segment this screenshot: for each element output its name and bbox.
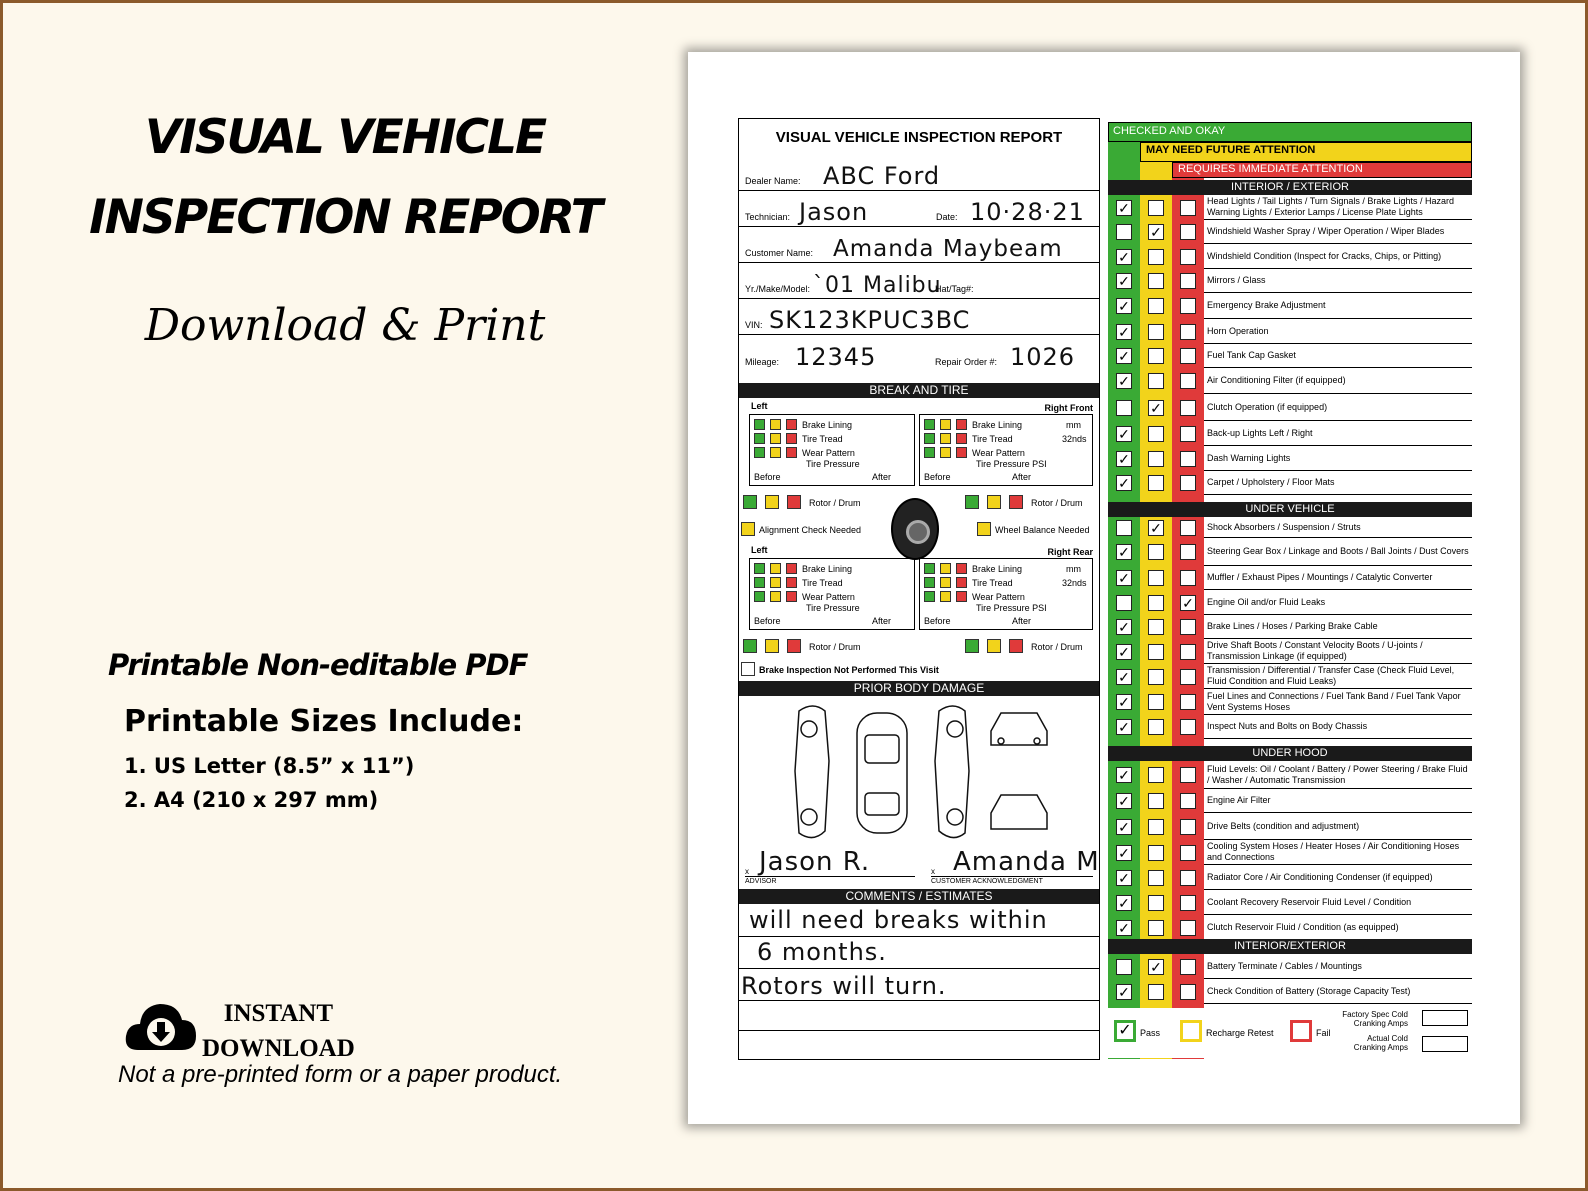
check-yellow [940,433,951,444]
date-label: Date: [936,212,958,222]
mileage-row [739,335,1099,371]
advisor-line [745,876,915,877]
customer-ack-label: CUSTOMER ACKNOWLEDGMENT [931,878,1043,885]
actual-cold-box [1422,1036,1468,1052]
pass-checkbox[interactable]: ✓ [1116,475,1132,491]
after-label: After [872,616,892,626]
customer-x: x [931,867,935,876]
check-green [754,447,765,458]
requires-header: REQUIRES IMMEDIATE ATTENTION [1178,163,1363,175]
title-line-1: VISUAL VEHICLE [144,110,546,165]
pass-checkbox[interactable]: ✓ [1116,984,1132,1000]
advisor-label: ADVISOR [745,878,777,885]
immediate-checkbox[interactable] [1180,544,1196,560]
before-label: Before [924,616,951,626]
check-red [1009,495,1023,509]
immediate-checkbox[interactable] [1180,249,1196,265]
check-green [965,495,979,509]
car-diagram [779,701,1079,851]
pass-checkbox[interactable]: ✓ [1116,298,1132,314]
checklist-item: Head Lights / Tail Lights / Turn Signals / Brake Lights / Hazard Warning Lights / Exterior Lamps / License Plate Lights [1204,195,1472,220]
check-green [924,447,935,458]
tire-tread-label: Tire Tread [802,578,843,588]
checklist-item: Fuel Tank Cap Gasket [1204,344,1472,368]
check-yellow [940,447,951,458]
future-checkbox[interactable] [1148,544,1164,560]
future-checkbox[interactable] [1148,273,1164,289]
pass-checkbox[interactable]: ✓ [1116,200,1132,216]
future-checkbox[interactable] [1148,619,1164,635]
sizes-heading: Printable Sizes Include: [124,704,524,739]
check-red [1009,639,1023,653]
actual-cold-label: Actual Cold Cranking Amps [1353,1034,1408,1052]
download-line-1: INSTANT [223,1000,334,1027]
check-green [754,591,765,602]
tire-tread-label: Tire Tread [802,434,843,444]
checklist-item: Transmission / Differential / Transfer Case (Check Fluid Level, Fluid Condition and Fluid Leaks) [1204,664,1472,689]
pass-checkbox[interactable]: ✓ [1116,644,1132,660]
future-checkbox[interactable] [1148,570,1164,586]
right-front-label: Right Front [1044,403,1093,413]
disclaimer-note: Not a pre-printed form or a paper product. [118,1061,563,1088]
checklist-section-header: INTERIOR/EXTERIOR [1108,939,1472,954]
immediate-checkbox[interactable] [1180,324,1196,340]
pass-checkbox[interactable] [1116,400,1132,416]
pass-checkbox[interactable]: ✓ [1116,451,1132,467]
checklist-item: Fuel Lines and Connections / Fuel Tank Band / Fuel Tank Vapor Vent Systems Hoses [1204,689,1472,715]
future-checkbox[interactable] [1148,870,1164,886]
alignment-label: Alignment Check Needed [759,525,862,535]
customer-value: Amanda Maybeam [833,236,1063,262]
check-yellow [770,433,781,444]
future-checkbox[interactable] [1148,249,1164,265]
tire-pressure-label: Tire Pressure [806,459,860,469]
tire-pressure-psi-label: Tire Pressure PSI [976,603,1047,613]
mileage-value: 12345 [795,343,877,371]
pass-checkbox[interactable]: ✓ [1116,348,1132,364]
check-red [956,577,967,588]
tire-tread-label: Tire Tread [972,434,1013,444]
customer-line [931,876,1093,877]
check-yellow [770,563,781,574]
checklist-item: Cooling System Hoses / Heater Hoses / Air Conditioning Hoses and Connections [1204,840,1472,865]
future-checkbox[interactable] [1148,451,1164,467]
checklist-item: Air Conditioning Filter (if equipped) [1204,368,1472,394]
checklist-item: Clutch Operation (if equipped) [1204,394,1472,421]
future-checkbox[interactable] [1148,895,1164,911]
checklist-item: Back-up Lights Left / Right [1204,421,1472,446]
check-yellow [987,639,1001,653]
future-checkbox[interactable]: ✓ [1148,959,1164,975]
checked-okay-header: CHECKED AND OKAY [1113,125,1226,137]
future-checkbox[interactable] [1148,793,1164,809]
future-checkbox[interactable] [1148,845,1164,861]
pass-checkbox[interactable]: ✓ [1116,694,1132,710]
left-front-box [749,414,915,486]
check-green [743,495,757,509]
check-yellow [770,447,781,458]
advisor-x: x [745,867,749,876]
check-yellow [765,495,779,509]
check-green [754,419,765,430]
instant-download [124,996,384,1062]
nds-label: 32nds [1062,578,1087,588]
pass-checkbox[interactable] [1116,224,1132,240]
future-checkbox[interactable] [1148,920,1164,936]
pass-checkbox[interactable]: ✓ [1116,870,1132,886]
size-item: 1. US Letter (8.5” x 11”) [124,754,415,778]
fail-checkbox [1290,1020,1312,1042]
check-red [786,563,797,574]
pass-checkbox[interactable]: ✓ [1116,426,1132,442]
future-checkbox[interactable] [1148,475,1164,491]
immediate-checkbox[interactable] [1180,298,1196,314]
checklist-item: Emergency Brake Adjustment [1204,293,1472,319]
recharge-label: Recharge Retest [1206,1028,1274,1038]
checklist-section-header: INTERIOR / EXTERIOR [1108,180,1472,195]
vin-value: SK123KPUC3BC [769,306,971,334]
checklist-item: Drive Shaft Boots / Constant Velocity Boots / U-joints / Transmission Linkage (if equipped) [1204,639,1472,664]
immediate-checkbox[interactable]: ✓ [1180,595,1196,611]
wear-pattern-label: Wear Pattern [802,448,855,458]
recharge-checkbox [1180,1020,1202,1042]
checklist-item: Steering Gear Box / Linkage and Boots / Ball Joints / Dust Covers [1204,538,1472,566]
pass-checkbox[interactable]: ✓ [1116,819,1132,835]
checklist-item: Carpet / Upholstery / Floor Mats [1204,471,1472,495]
check-green [743,639,757,653]
right-rear-label: Right Rear [1047,547,1093,557]
check-red [786,433,797,444]
check-red [956,563,967,574]
future-checkbox[interactable] [1148,324,1164,340]
immediate-checkbox[interactable] [1180,669,1196,685]
pass-checkbox[interactable]: ✓ [1116,619,1132,635]
immediate-checkbox[interactable] [1180,400,1196,416]
pass-checkbox[interactable]: ✓ [1116,845,1132,861]
repair-order-value: 1026 [1010,343,1076,371]
checklist-section-header: UNDER HOOD [1108,746,1472,761]
immediate-checkbox[interactable] [1180,644,1196,660]
pass-checkbox[interactable]: ✓ [1116,544,1132,560]
dealer-row [739,155,1099,191]
comment-line: will need breaks within [749,906,1048,934]
checklist-item: Inspect Nuts and Bolts on Body Chassis [1204,715,1472,739]
pass-checkbox[interactable]: ✓ [1116,273,1132,289]
ymm-label: Yr./Make/Model: [745,284,811,294]
pass-checkbox[interactable]: ✓ [1116,570,1132,586]
technician-label: Technician: [745,212,791,222]
pass-checkbox[interactable]: ✓ [1116,373,1132,389]
immediate-checkbox[interactable] [1180,819,1196,835]
battery-legend [1108,1008,1472,1058]
pass-checkbox: ✓ [1114,1020,1136,1042]
checklist-item: Check Condition of Battery (Storage Capacity Test) [1204,979,1472,1004]
checklist-item: Shock Absorbers / Suspension / Struts [1204,517,1472,538]
comments-area [739,904,1099,1059]
tire-tread-label: Tire Tread [972,578,1013,588]
checklist-item: Radiator Core / Air Conditioning Condenser (if equipped) [1204,865,1472,890]
right-front-box [919,414,1093,486]
future-checkbox[interactable] [1148,426,1164,442]
pass-checkbox[interactable] [1116,595,1132,611]
immediate-checkbox[interactable] [1180,793,1196,809]
checklist-item: Muffler / Exhaust Pipes / Mountings / Catalytic Converter [1204,566,1472,590]
immediate-checkbox[interactable] [1180,273,1196,289]
immediate-checkbox[interactable] [1180,895,1196,911]
future-checkbox[interactable] [1148,719,1164,735]
after-label: After [1012,472,1032,482]
brake-lining-label: Brake Lining [802,564,853,574]
immediate-checkbox[interactable] [1180,870,1196,886]
future-checkbox[interactable] [1148,200,1164,216]
fail-label: Fail [1316,1028,1331,1038]
technician-row [739,191,1099,227]
future-checkbox[interactable] [1148,767,1164,783]
factory-spec-label: Factory Spec Cold Cranking Amps [1342,1010,1408,1028]
tire-pressure-psi-label: Tire Pressure PSI [976,459,1047,469]
check-yellow [770,419,781,430]
immediate-checkbox[interactable] [1180,200,1196,216]
before-label: Before [924,472,951,482]
rotor-label: Rotor / Drum [1031,498,1083,508]
immediate-checkbox[interactable] [1180,619,1196,635]
checklist-item: Clutch Reservoir Fluid / Condition (as equipped) [1204,915,1472,940]
mm-label: mm [1066,564,1081,574]
checklist-item: Battery Terminate / Cables / Mountings [1204,954,1472,979]
future-checkbox[interactable] [1148,298,1164,314]
left-rear-label: Left [751,545,768,555]
immediate-checkbox[interactable] [1180,475,1196,491]
check-yellow [741,522,755,536]
brake-lining-label: Brake Lining [972,564,1023,574]
checklist-item: Windshield Condition (Inspect for Cracks, Chips, or Pitting) [1204,244,1472,269]
check-yellow [940,577,951,588]
checklist-item: Dash Warning Lights [1204,446,1472,471]
pass-checkbox[interactable]: ✓ [1116,324,1132,340]
nds-label: 32nds [1062,434,1087,444]
after-label: After [872,472,892,482]
immediate-checkbox[interactable] [1180,373,1196,389]
size-item: 2. A4 (210 x 297 mm) [124,788,379,812]
future-checkbox[interactable] [1148,669,1164,685]
comment-line: Rotors will turn. [741,972,947,1000]
check-green [924,563,935,574]
before-label: Before [754,616,781,626]
check-green [924,433,935,444]
checklist [1108,122,1472,1056]
immediate-checkbox[interactable] [1180,920,1196,936]
promo-panel [0,0,690,1191]
pass-checkbox[interactable]: ✓ [1116,793,1132,809]
checklist-item: Drive Belts (condition and adjustment) [1204,813,1472,840]
checklist-item: Windshield Washer Spray / Wiper Operation / Wiper Blades [1204,220,1472,244]
pass-checkbox[interactable]: ✓ [1116,719,1132,735]
tire-pressure-label: Tire Pressure [806,603,860,613]
may-need-header: MAY NEED FUTURE ATTENTION [1146,144,1316,156]
check-red [956,419,967,430]
future-checkbox[interactable] [1148,373,1164,389]
brake-not-checkbox [741,662,755,676]
future-checkbox[interactable] [1148,595,1164,611]
check-yellow [770,577,781,588]
ymm-value: `01 Malibu [813,273,942,298]
immediate-checkbox[interactable] [1180,984,1196,1000]
immediate-checkbox[interactable] [1180,845,1196,861]
immediate-checkbox[interactable] [1180,224,1196,240]
mm-label: mm [1066,420,1081,430]
dealer-label: Dealer Name: [745,176,801,186]
immediate-checkbox[interactable] [1180,719,1196,735]
wear-pattern-label: Wear Pattern [802,592,855,602]
check-red [956,447,967,458]
customer-row [739,227,1099,263]
pass-checkbox[interactable]: ✓ [1116,920,1132,936]
check-yellow [940,419,951,430]
immediate-checkbox[interactable] [1180,767,1196,783]
check-red [786,591,797,602]
subtitle: Download & Print [144,300,546,351]
future-checkbox[interactable]: ✓ [1148,520,1164,536]
pass-checkbox[interactable]: ✓ [1116,767,1132,783]
future-checkbox[interactable] [1148,819,1164,835]
download-text [202,996,355,1066]
pass-checkbox[interactable] [1116,959,1132,975]
hat-tag-label: Hat/Tag#: [935,284,974,294]
before-label: Before [754,472,781,482]
checklist-item: Mirrors / Glass [1204,269,1472,293]
check-red [786,419,797,430]
pass-checkbox[interactable]: ✓ [1116,895,1132,911]
rotor-label: Rotor / Drum [809,642,861,652]
date-value: 10·28·21 [970,198,1085,226]
checklist-item: Brake Lines / Hoses / Parking Brake Cable [1204,615,1472,639]
immediate-checkbox[interactable] [1180,426,1196,442]
brake-lining-label: Brake Lining [972,420,1023,430]
prior-damage-header: PRIOR BODY DAMAGE [739,681,1099,696]
future-checkbox[interactable]: ✓ [1148,400,1164,416]
check-green [924,591,935,602]
immediate-checkbox[interactable] [1180,570,1196,586]
future-checkbox[interactable] [1148,348,1164,364]
pdf-label: Printable Non-editable PDF [108,648,528,682]
customer-label: Customer Name: [745,248,814,258]
check-yellow [770,591,781,602]
download-line-2: DOWNLOAD [202,1035,355,1062]
future-checkbox[interactable] [1148,984,1164,1000]
comment-line: 6 months. [757,938,887,966]
mileage-label: Mileage: [745,357,780,367]
vin-label: VIN: [745,320,763,330]
pass-checkbox[interactable] [1116,520,1132,536]
repair-order-label: Repair Order #: [935,357,998,367]
check-green [924,577,935,588]
checklist-item: Engine Air Filter [1204,789,1472,813]
pass-checkbox[interactable]: ✓ [1116,669,1132,685]
factory-spec-box [1422,1010,1468,1026]
immediate-checkbox[interactable] [1180,694,1196,710]
check-yellow [940,591,951,602]
cloud-download-icon [124,998,198,1054]
check-red [786,577,797,588]
dealer-value: ABC Ford [823,162,941,190]
checklist-item: Engine Oil and/or Fluid Leaks [1204,590,1472,615]
brake-tire-section [739,398,1099,678]
form-title: VISUAL VEHICLE INSPECTION REPORT [775,129,1063,146]
sizes-block [124,704,523,817]
vehicle-row [739,263,1099,299]
check-yellow [987,495,1001,509]
left-rear-box [749,558,915,630]
check-yellow [765,639,779,653]
rotor-label: Rotor / Drum [1031,642,1083,652]
right-rear-box [919,558,1093,630]
future-checkbox[interactable] [1148,644,1164,660]
check-green [754,563,765,574]
check-red [956,433,967,444]
check-green [924,419,935,430]
tire-icon [891,498,939,560]
checklist-item: Fluid Levels: Oil / Coolant / Battery / Power Steering / Brake Fluid / Washer / Automatic Transmission [1204,761,1472,789]
title-line-2: INSPECTION REPORT [89,190,601,245]
checklist-item: Horn Operation [1204,319,1472,344]
check-green [754,433,765,444]
inspection-form [738,118,1100,1060]
checklist-section-header: UNDER VEHICLE [1108,502,1472,517]
check-red [956,591,967,602]
check-green [754,577,765,588]
future-checkbox[interactable] [1148,694,1164,710]
check-yellow [977,522,991,536]
check-green [965,639,979,653]
technician-value: Jason [799,198,869,226]
comments-header: COMMENTS / ESTIMATES [739,889,1099,904]
customer-signature: Amanda M [953,847,1100,877]
page-title [60,98,630,258]
vin-row [739,299,1099,335]
check-red [786,447,797,458]
future-checkbox[interactable]: ✓ [1148,224,1164,240]
after-label: After [1012,616,1032,626]
rotor-label: Rotor / Drum [809,498,861,508]
wear-pattern-label: Wear Pattern [972,592,1025,602]
left-front-label: Left [751,401,768,411]
pass-label: Pass [1140,1028,1161,1038]
check-red [787,639,801,653]
advisor-signature: Jason R. [759,847,871,877]
immediate-checkbox[interactable] [1180,348,1196,364]
brake-not-performed-label: Brake Inspection Not Performed This Visit [759,665,939,675]
check-red [787,495,801,509]
immediate-checkbox[interactable] [1180,959,1196,975]
brake-lining-label: Brake Lining [802,420,853,430]
break-tire-header: BREAK AND TIRE [739,383,1099,398]
wheel-balance-label: Wheel Balance Needed [995,525,1090,535]
immediate-checkbox[interactable] [1180,451,1196,467]
pass-checkbox[interactable]: ✓ [1116,249,1132,265]
checklist-item: Coolant Recovery Reservoir Fluid Level / Condition [1204,890,1472,915]
check-yellow [940,563,951,574]
immediate-checkbox[interactable] [1180,520,1196,536]
wear-pattern-label: Wear Pattern [972,448,1025,458]
